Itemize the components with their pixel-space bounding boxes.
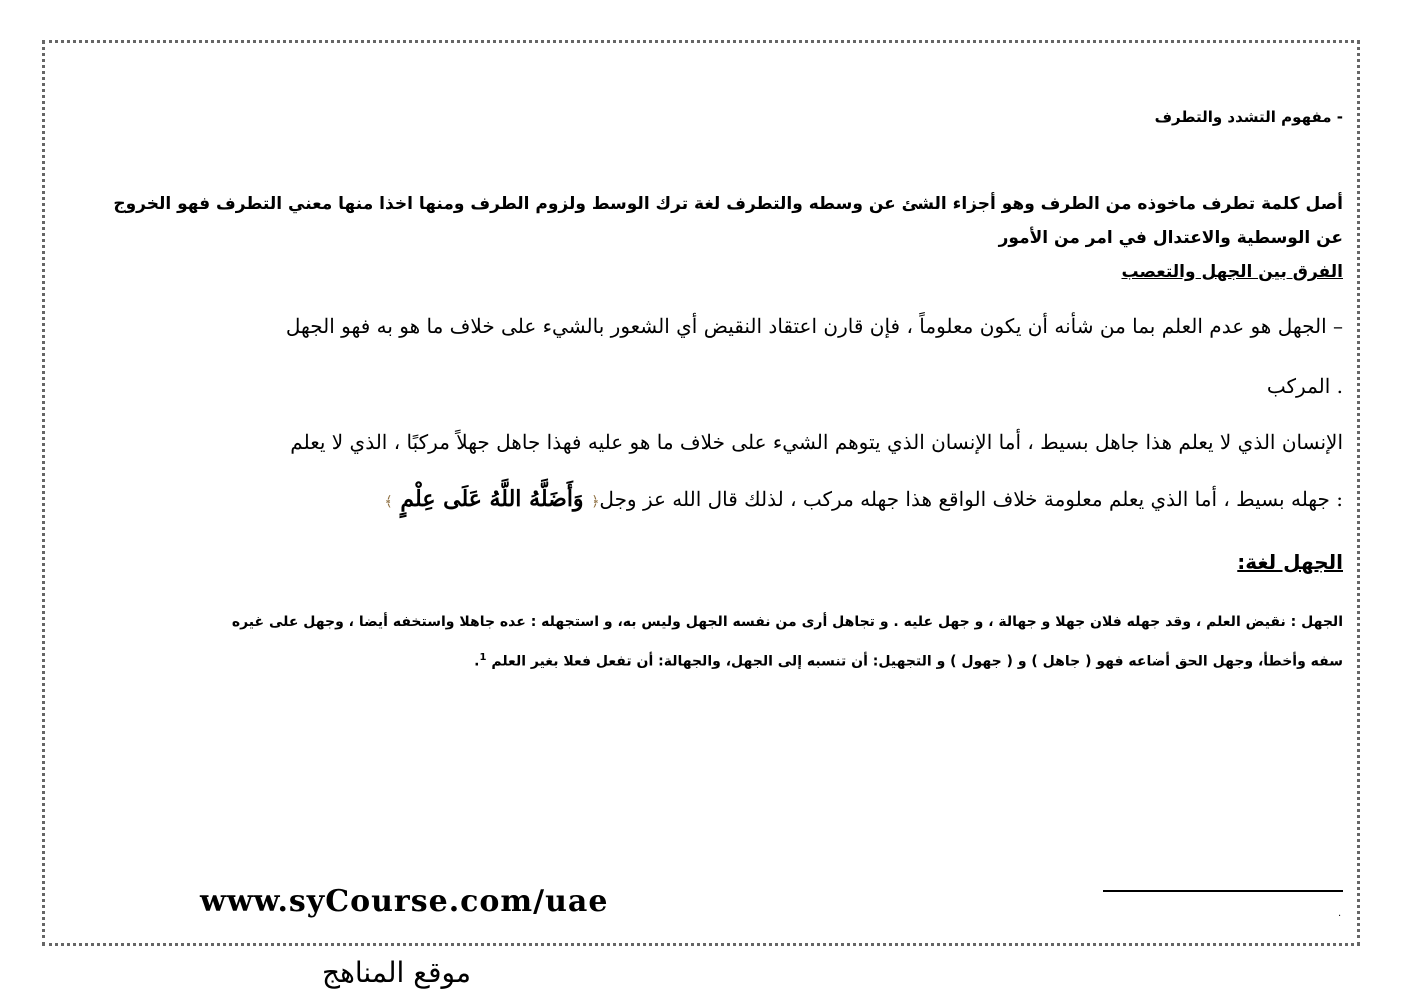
quran-verse: وَأَضَلَّهُ اللَّهُ عَلَى عِلْمٍ (392, 486, 592, 512)
verse-close-bracket: ﴾ (384, 494, 393, 510)
footnote-reference: 1 (479, 652, 487, 663)
footnote-separator (1103, 890, 1343, 892)
definition-text-line (474, 652, 1343, 670)
website-url[interactable]: www.syCourse.com/uae (200, 884, 609, 919)
verse-open-bracket: ﴿ (591, 494, 600, 510)
paragraph-line: . المركب (1266, 374, 1343, 398)
site-name: موقع المناهج (322, 956, 471, 989)
definition-text-line: الجهل : نقيض العلم ، وقد جهله فلان جهلا و جهالة ، و جهل عليه . و تجاهل أرى من نفسه الجهل وليس به، و استجهله : عده جاهلا واستخفه أيضا ، وجهل على غيره (231, 614, 1343, 630)
page-title: - مفهوم التشدد والتطرف (1154, 108, 1343, 126)
paragraph-text: : جهله بسيط ، أما الذي يعلم معلومة خلاف الواقع هذا جهله مركب ، لذلك قال الله عز وجل (599, 487, 1343, 511)
footnote-mark: . (1338, 908, 1342, 919)
section-heading-difference: الفرق بين الجهل والتعصب (1121, 262, 1343, 282)
paragraph-line: الإنسان الذي لا يعلم هذا جاهل بسيط ، أما الإنسان الذي يتوهم الشيء على خلاف ما هو عليه فهذا جاهل جهلاً مركبًا ، الذي لا يعلم (290, 430, 1343, 454)
paragraph-line: – الجهل هو عدم العلم بما من شأنه أن يكون معلوماً ، فإن قارن اعتقاد النقيض أي الشعور بالشيء على خلاف ما هو به فهو الجهل (285, 314, 1343, 338)
definition-line-2: عن الوسطية والاعتدال في امر من الأمور (998, 228, 1343, 248)
section-heading-ignorance-language: الجهل لغة: (1237, 550, 1343, 574)
sentence-end: . (474, 653, 480, 670)
paragraph-line-with-verse (385, 486, 1343, 512)
definition-line-1: أصل كلمة تطرف ماخوذه من الطرف وهو أجزاء الشئ عن وسطه والتطرف لغة ترك الوسط ولزوم الطرف ومنها اخذا منها معني التطرف فهو الخروج (113, 194, 1343, 214)
definition-text: سفه وأخطأ، وجهل الحق أضاعه فهو ( جاهل ) و ( جهول ) و التجهيل: أن تنسبه إلى الجهل، والجهالة: أن تفعل فعلا بغير العلم (491, 653, 1343, 670)
